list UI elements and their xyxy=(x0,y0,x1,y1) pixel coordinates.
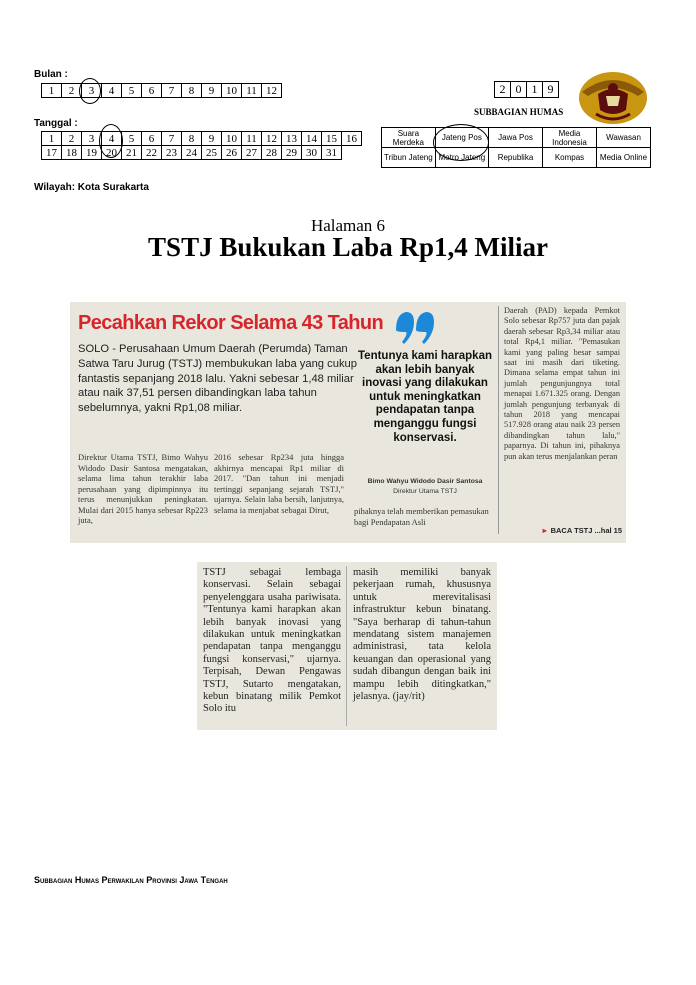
bulan-grid xyxy=(41,83,282,98)
tanggal-cell-7: 7 xyxy=(162,132,182,146)
page-title: TSTJ Bukukan Laba Rp1,4 Miliar xyxy=(148,232,548,262)
news-clipping-1 xyxy=(70,302,626,543)
tanggal-cell-9: 9 xyxy=(202,132,222,146)
clip1-col2: 2016 sebesar Rp234 juta hingga akhirnya mencapai Rp1 miliar di 2017. "Dan tahun ini menjadi tertinggi sepanjang sejarah TSTJ," ujarnya. Selain laba bersih, lanjutnya, selama ia menjabat sebagai Dirut, xyxy=(214,452,344,515)
year-box xyxy=(494,81,559,98)
footer-text: Subbagian Humas Perwakilan Provinsi Jawa Tengah xyxy=(34,875,228,885)
tanggal-cell-13: 13 xyxy=(282,132,302,146)
tanggal-cell-10: 10 xyxy=(222,132,242,146)
bulan-cell-1: 1 xyxy=(42,84,62,98)
bulan-cell-8: 8 xyxy=(182,84,202,98)
tanggal-cell-b-14: 30 xyxy=(302,146,322,160)
bulan-label: Bulan : xyxy=(34,69,68,80)
tanggal-cell-3: 3 xyxy=(82,132,102,146)
tanggal-cell-b-9: 25 xyxy=(202,146,222,160)
bulan-cell-2: 2 xyxy=(62,84,82,98)
year-digit-4: 9 xyxy=(543,82,559,98)
bulan-cell-3: 3 xyxy=(82,84,102,98)
bulan-cell-7: 7 xyxy=(162,84,182,98)
clip2-right-col: masih memiliki banyak pekerjaan rumah, khususnya untuk merevitalisasi infrastruktur kebun binatang. "Saya berharap di tahun-tahun mendatang sistem manajemen administrasi, tata kelola keuangan dan operasional yang sudah dibangun dengan baik ini mampu lebih ditingkatkan," jelasnya. (jay/rit) xyxy=(353,567,491,703)
tanggal-cell-b-15: 31 xyxy=(322,146,342,160)
clip1-col3-tail: pihaknya telah memberikan pemasukan bagi Pendapatan Asli xyxy=(354,506,489,527)
arrow-icon: ► xyxy=(541,526,549,535)
quote-author: Bimo Wahyu Widodo Dasir Santosa xyxy=(367,478,483,485)
year-digit-1: 2 xyxy=(495,82,511,98)
garuda-emblem xyxy=(576,66,650,126)
media-cell-b-4: Kompas xyxy=(543,148,597,168)
selected-media-circle xyxy=(433,124,489,161)
media-table xyxy=(381,127,651,168)
clip1-lead: SOLO - Perusahaan Umum Daerah (Perumda) Taman Satwa Taru Jurug (TSTJ) membukukan laba yang cukup fantastis sepanjang 2018 lalu. Yakni sebesar 1,48 miliar atau naik 37,51 persen dibandingkan laba tahun sebelumnya, yakni Rp1,08 miliar. xyxy=(78,343,357,415)
tanggal-cell-16: 16 xyxy=(342,132,362,146)
page-label: Halaman 6 xyxy=(310,216,386,235)
bulan-cell-9: 9 xyxy=(202,84,222,98)
tanggal-cell-b-2: 18 xyxy=(62,146,82,160)
pull-quote: Tentunya kami harapkan akan lebih banyak inovasi yang dilakukan untuk meningkatkan pendapatan tanpa menganggu fungsi konservasi. xyxy=(358,350,492,444)
media-cell-b-5: Media Online xyxy=(596,148,650,168)
bulan-cell-6: 6 xyxy=(142,84,162,98)
bulan-cell-5: 5 xyxy=(122,84,142,98)
media-cell-b-2: Metro Jateng xyxy=(435,148,488,168)
tanggal-cell-b-10: 26 xyxy=(222,146,242,160)
tanggal-cell-5: 5 xyxy=(122,132,142,146)
tanggal-cell-2: 2 xyxy=(62,132,82,146)
tanggal-cell-6: 6 xyxy=(142,132,162,146)
media-cell-3: Jawa Pos xyxy=(488,128,542,148)
tanggal-label: Tanggal : xyxy=(34,118,78,129)
year-digit-2: 0 xyxy=(511,82,527,98)
media-cell-b-1: Tribun Jateng xyxy=(382,148,436,168)
tanggal-cell-b-7: 23 xyxy=(162,146,182,160)
selected-month-circle xyxy=(79,78,101,104)
selected-date-circle xyxy=(99,124,123,158)
bulan-cell-12: 12 xyxy=(262,84,282,98)
tanggal-cell-b-13: 29 xyxy=(282,146,302,160)
tanggal-cell-4: 4 xyxy=(102,132,122,146)
tanggal-grid xyxy=(41,131,362,160)
quote-role: Direktur Utama TSTJ xyxy=(393,488,457,495)
tanggal-cell-11: 11 xyxy=(242,132,262,146)
tanggal-cell-b-8: 24 xyxy=(182,146,202,160)
tanggal-cell-b-12: 28 xyxy=(262,146,282,160)
bulan-cell-10: 10 xyxy=(222,84,242,98)
tanggal-cell-b-3: 19 xyxy=(82,146,102,160)
quote-mark-icon xyxy=(392,310,438,346)
tanggal-cell-b-11: 27 xyxy=(242,146,262,160)
bulan-cell-4: 4 xyxy=(102,84,122,98)
wilayah: Wilayah: Kota Surakarta xyxy=(34,182,149,193)
tanggal-cell-b-4: 20 xyxy=(102,146,122,160)
tanggal-cell-8: 8 xyxy=(182,132,202,146)
clip2-left-col: TSTJ sebagai lembaga konservasi. Selain sebagai penyelenggara usaha pariwisata. "Tentunya kami harapkan akan lebih banyak inovasi yang dilakukan untuk meningkatkan pendapatan tanpa menganggu fungsi konservasi," ujarnya. Terpisah, Dewan Pengawas TSTJ, Sutarto mengatakan, kebun binatang milik Pemkot Solo itu xyxy=(203,567,341,715)
news-clipping-2 xyxy=(197,562,497,730)
bulan-cell-11: 11 xyxy=(242,84,262,98)
tanggal-cell-b-6: 22 xyxy=(142,146,162,160)
tanggal-cell-15: 15 xyxy=(322,132,342,146)
media-cell-5: Wawasan xyxy=(596,128,650,148)
tanggal-cell-14: 14 xyxy=(302,132,322,146)
media-cell-4: Media Indonesia xyxy=(543,128,597,148)
tanggal-cell-b-5: 21 xyxy=(122,146,142,160)
media-cell-b-3: Republika xyxy=(488,148,542,168)
year-digit-3: 1 xyxy=(527,82,543,98)
media-cell-2: Jateng Pos xyxy=(435,128,488,148)
column-divider xyxy=(498,306,499,534)
clip1-headline: Pecahkan Rekor Selama 43 Tahun xyxy=(78,312,384,334)
column-divider-2 xyxy=(346,566,347,726)
unit-label: SUBBAGIAN HUMAS xyxy=(474,107,564,117)
tanggal-cell-12: 12 xyxy=(262,132,282,146)
clip1-col1: Direktur Utama TSTJ, Bimo Wahyu Widodo Dasir Santosa mengatakan, selama lima tahun terakhir laba perusahaan yang dipimpinnya itu terus menunjukkan peningkatan. Mulai dari 2015 hanya sebesar Rp223 juta, xyxy=(78,452,208,525)
clip1-col4: Daerah (PAD) kepada Pemkot Solo sebesar Rp757 juta dan pajak daerah sebesar Rp3,34 miliar atau total Rp4,1 miliar. "Pemasukan kami yang paling besar sampai saat ini masih dari tiketing. Dimana selama empat tahun ini jumlah pengunjungnya total menapai 1.671.325 orang. Dengan jumlah pengunjung terbanyak di tahun 2018 yang mencapai 517.928 orang atau naik 23 persen dibandingkan tahun lalu," paparnya. Di tahun ini, pihaknya pun akan terus menjalankan peran xyxy=(504,306,620,461)
tanggal-cell-b-1: 17 xyxy=(42,146,62,160)
tanggal-cell-1: 1 xyxy=(42,132,62,146)
continue-reference: BACA TSTJ ...hal 15 xyxy=(550,526,622,535)
media-cell-1: Suara Merdeka xyxy=(382,128,436,148)
